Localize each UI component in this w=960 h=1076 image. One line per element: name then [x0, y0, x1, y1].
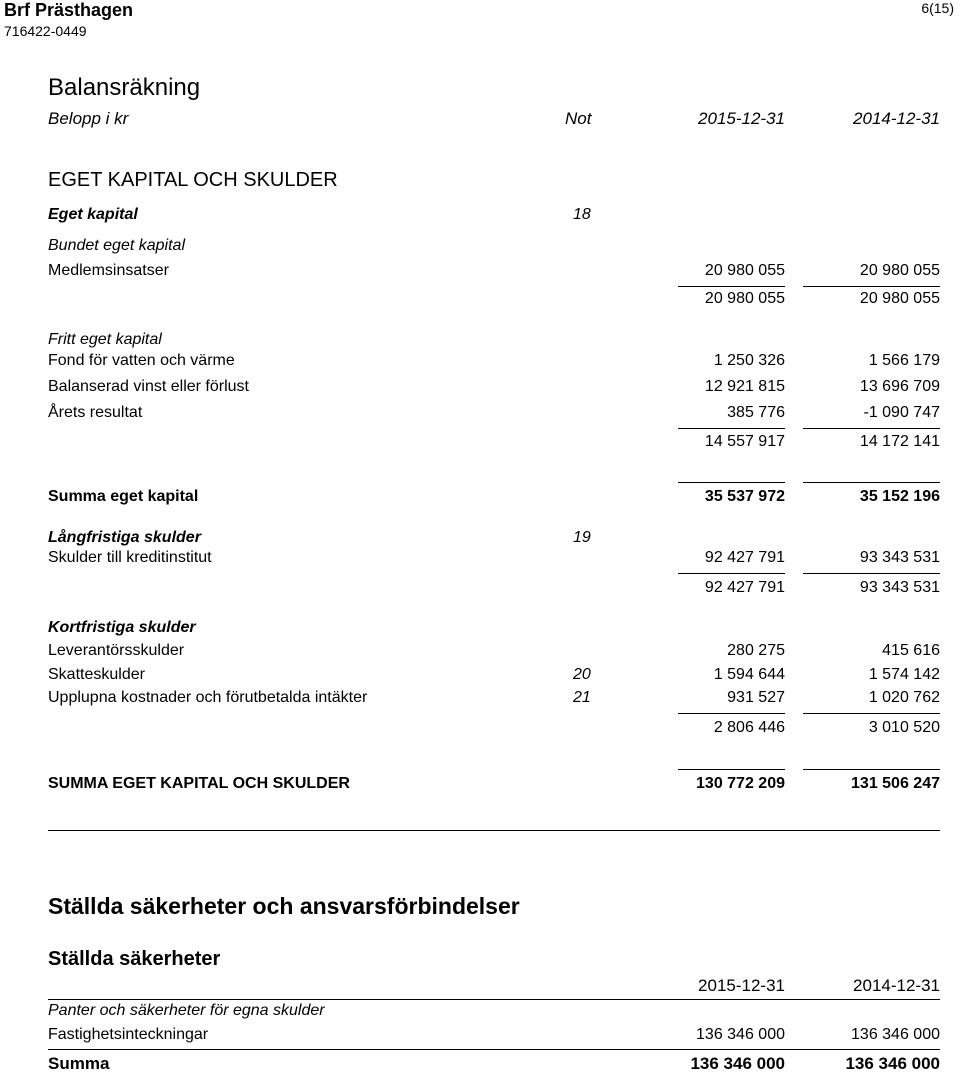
- row-value-y2: -1 090 747: [863, 404, 940, 421]
- subtotal-y2: 93 343 531: [859, 579, 940, 596]
- row-label: Leverantörsskulder: [48, 642, 185, 659]
- subtotal-row: [0, 719, 960, 741]
- row-value-y1: 1 250 326: [713, 352, 785, 369]
- row-value-y2: 35 152 196: [859, 488, 940, 505]
- summa-eget-kapital-row: [0, 488, 960, 510]
- total-rule: [678, 482, 785, 483]
- row-label: Fond för vatten och värme: [48, 352, 235, 369]
- subtotal-rule: [803, 428, 940, 429]
- row-value-y2: 1 020 762: [868, 689, 940, 706]
- subtotal-y1: 92 427 791: [704, 579, 785, 596]
- row-value-y2: 136 346 000: [851, 1026, 940, 1043]
- org-number: 716422-0449: [4, 23, 87, 39]
- row-label: SUMMA EGET KAPITAL OCH SKULDER: [48, 775, 350, 792]
- row-label: Skatteskulder: [48, 666, 145, 683]
- row-label: Skulder till kreditinstitut: [48, 549, 212, 566]
- row-label: Balanserad vinst eller förlust: [48, 378, 249, 395]
- subtotal-y2: 14 172 141: [859, 433, 940, 450]
- total-rule: [803, 482, 940, 483]
- note-ref: 21: [573, 689, 591, 706]
- row-value-y2: 136 346 000: [845, 1054, 940, 1073]
- pledges-column-header: [0, 976, 960, 998]
- row-value-y2: 415 616: [882, 642, 940, 659]
- row-value-y2: 1 574 142: [868, 666, 940, 683]
- row-value-y1: 136 346 000: [696, 1026, 785, 1043]
- subtotal-y1: 2 806 446: [713, 719, 785, 736]
- subtotal-rule: [678, 286, 785, 287]
- subtotal-row: [0, 290, 960, 312]
- row-value-y1: 280 275: [727, 642, 785, 659]
- pledges-title: Ställda säkerheter och ansvarsförbindelser: [48, 893, 520, 919]
- row-value-y2: 13 696 709: [859, 378, 940, 395]
- row-value-y2: 131 506 247: [851, 775, 940, 792]
- col-header-y2: 2014-12-31: [853, 976, 940, 995]
- fritt-title: Fritt eget kapital: [48, 331, 162, 348]
- page-title: Balansräkning: [48, 74, 201, 101]
- table-row: [0, 378, 960, 400]
- subtotal-y1: 14 557 917: [704, 433, 785, 450]
- bundet-title: Bundet eget kapital: [48, 237, 185, 254]
- header-rule: [48, 999, 940, 1000]
- total-rule: [803, 769, 940, 770]
- page-number: 6(15): [921, 0, 954, 16]
- row-label: Summa: [48, 1054, 110, 1073]
- subtotal-rule: [803, 713, 940, 714]
- eget-kapital-title: Eget kapital: [48, 206, 138, 223]
- row-value-y2: 93 343 531: [859, 549, 940, 566]
- section-title: EGET KAPITAL OCH SKULDER: [48, 169, 338, 191]
- total-rule: [678, 769, 785, 770]
- row-value-y2: 1 566 179: [868, 352, 940, 369]
- pledges-title-row: [0, 893, 960, 923]
- pledges-group-heading: [0, 1002, 960, 1024]
- row-value-y1: 385 776: [727, 404, 785, 421]
- subtotal-y2: 20 980 055: [859, 290, 940, 307]
- fritt-heading: [0, 331, 960, 353]
- row-value-y2: 20 980 055: [859, 262, 940, 279]
- subtotal-row: [0, 579, 960, 601]
- column-header: [0, 109, 960, 131]
- table-row: [0, 549, 960, 571]
- row-label: Fastighetsinteckningar: [48, 1026, 209, 1043]
- col-header-label: Belopp i kr: [48, 109, 129, 128]
- kortfristiga-title: Kortfristiga skulder: [48, 619, 196, 636]
- row-value-y1: 20 980 055: [704, 262, 785, 279]
- org-name: Brf Prästhagen: [4, 0, 134, 20]
- subtotal-row: [0, 433, 960, 455]
- subtotal-y2: 3 010 520: [868, 719, 940, 736]
- row-label: Årets resultat: [48, 404, 143, 421]
- sum-rule: [48, 1049, 940, 1050]
- table-row: [0, 352, 960, 374]
- kortfristiga-heading: [0, 619, 960, 641]
- subtotal-rule: [803, 286, 940, 287]
- note-ref: 19: [573, 529, 591, 546]
- table-row: [0, 666, 960, 688]
- subtotal-rule: [803, 573, 940, 574]
- eget-kapital-heading: [0, 206, 960, 228]
- row-value-y1: 92 427 791: [704, 549, 785, 566]
- row-value-y1: 12 921 815: [704, 378, 785, 395]
- row-value-y1: 1 594 644: [713, 666, 785, 683]
- table-row: [0, 642, 960, 664]
- table-row: [0, 689, 960, 711]
- row-label: Summa eget kapital: [48, 488, 199, 505]
- col-header-y2: 2014-12-31: [853, 109, 940, 128]
- note-ref: 18: [573, 206, 591, 223]
- table-row: [0, 404, 960, 426]
- section-title-row: [0, 169, 960, 195]
- section-divider: [48, 830, 940, 831]
- langfristiga-heading: [0, 529, 960, 551]
- row-value-y1: 130 772 209: [696, 775, 785, 792]
- row-value-y1: 931 527: [727, 689, 785, 706]
- subtotal-rule: [678, 573, 785, 574]
- subtotal-y1: 20 980 055: [704, 290, 785, 307]
- row-value-y1: 35 537 972: [704, 488, 785, 505]
- note-ref: 20: [573, 666, 591, 683]
- pledges-subtitle-row: [0, 948, 960, 976]
- subtotal-rule: [678, 428, 785, 429]
- pledges-subtitle: Ställda säkerheter: [48, 948, 221, 970]
- row-label: Medlemsinsatser: [48, 262, 169, 279]
- pledges-summa-row: [0, 1054, 960, 1076]
- col-header-y1: 2015-12-31: [698, 976, 785, 995]
- col-header-not: Not: [565, 109, 592, 128]
- table-row: [0, 262, 960, 284]
- subtotal-rule: [678, 713, 785, 714]
- col-header-y1: 2015-12-31: [698, 109, 785, 128]
- balance-title-row: [0, 74, 960, 104]
- row-label: Upplupna kostnader och förutbetalda intäkter: [48, 689, 368, 706]
- langfristiga-title: Långfristiga skulder: [48, 529, 201, 546]
- row-value-y1: 136 346 000: [690, 1054, 785, 1073]
- pledges-group-title: Panter och säkerheter för egna skulder: [48, 1002, 325, 1019]
- summa-total-row: [0, 775, 960, 797]
- bundet-heading: [0, 237, 960, 259]
- table-row: [0, 1026, 960, 1048]
